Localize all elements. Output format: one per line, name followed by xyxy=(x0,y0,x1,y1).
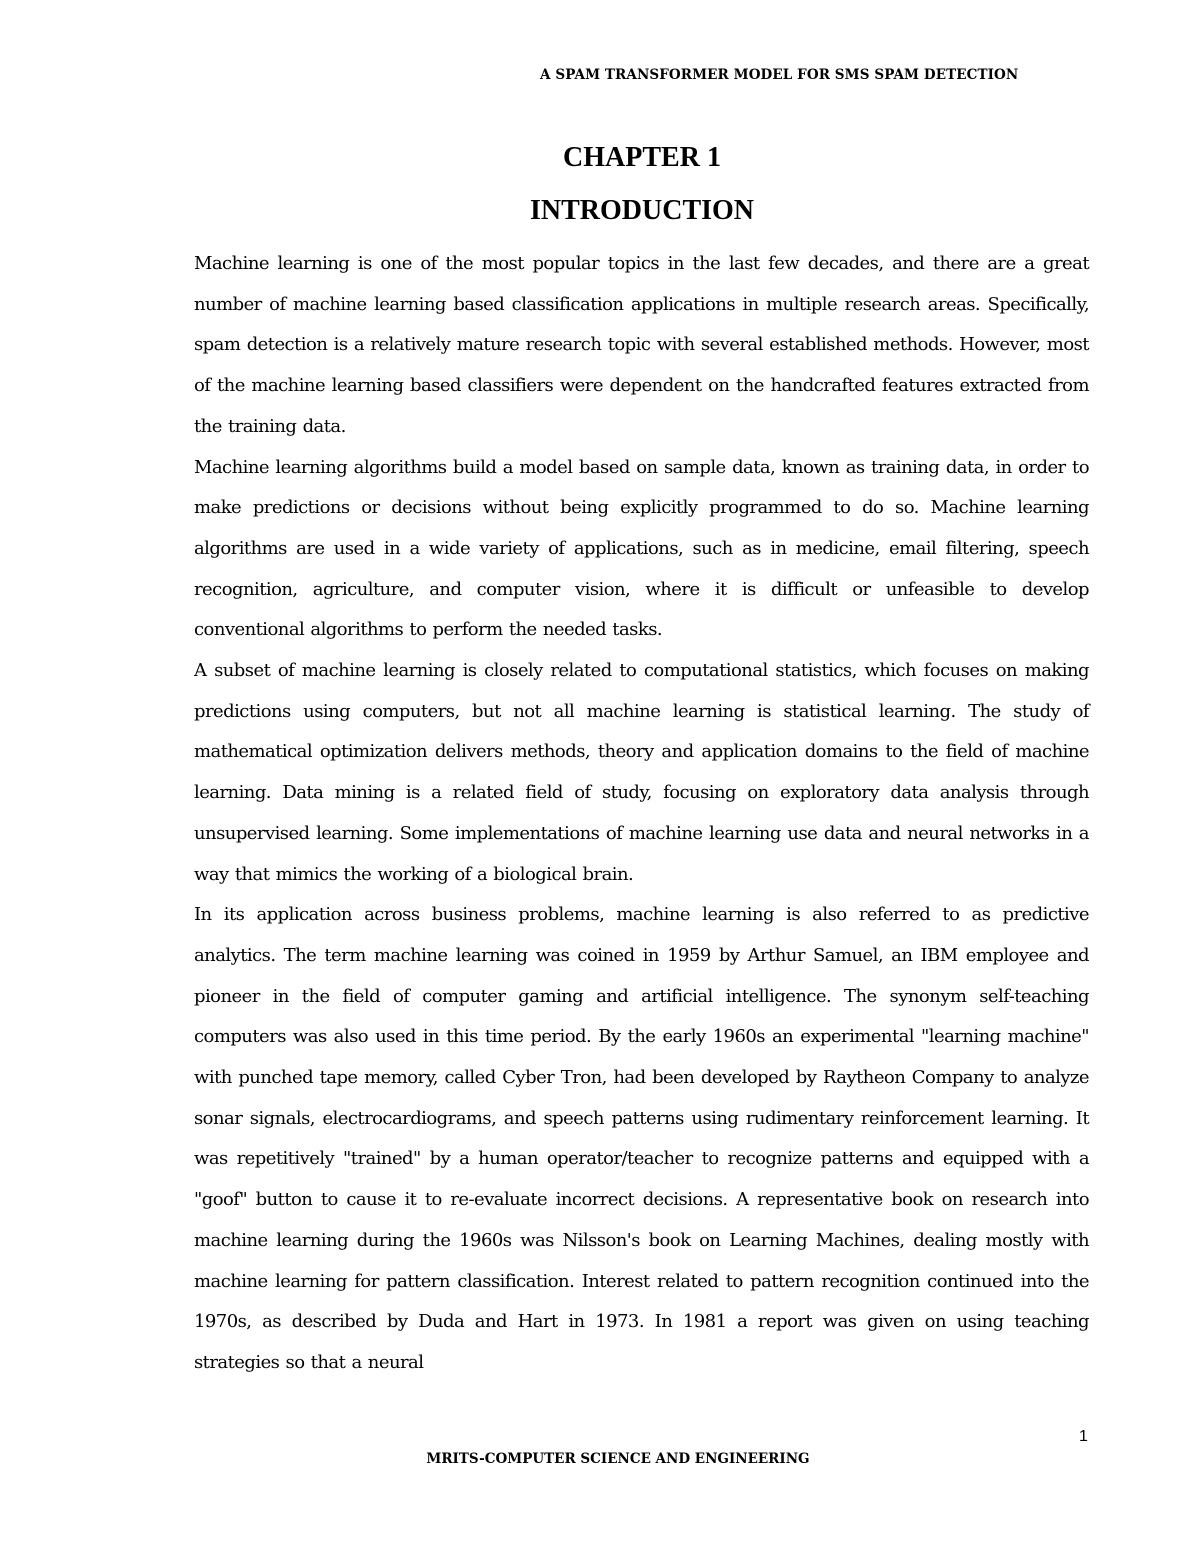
paragraph: In its application across business problems, machine learning is also referred to as predictive analytics. The term machine learning was coined in 1959 by Arthur Samuel, an IBM employee and pioneer in the field of computer gaming and artificial intelligence. The synonym self-teaching computers was also used in this time period. By the early 1960s an experimental "learning machine" with punched tape memory, called Cyber Tron, had been developed by Raytheon Company to analyze sonar signals, electrocardiograms, and speech patterns using rudimentary reinforcement learning. It was repetitively "trained" by a human operator/teacher to recognize patterns and equipped with a "goof" button to cause it to re-evaluate incorrect decisions. A representative book on research into machine learning during the 1960s was Nilsson's book on Learning Machines, dealing mostly with machine learning for pattern classification. Interest related to pattern recognition continued into the 1970s, as described by Duda and Hart in 1973. In 1981 a report was given on using teaching strategies so that a neural xyxy=(194,904,1089,1373)
chapter-number: CHAPTER 1 xyxy=(563,142,721,173)
running-header: A SPAM TRANSFORMER MODEL FOR SMS SPAM DETECTION xyxy=(540,67,1019,83)
paragraph: Machine learning algorithms build a model based on sample data, known as training data, in order to make predictions or decisions without being explicitly programmed to do so. Machine learning algorithms are used in a wide variety of applications, such as in medicine, email filtering, speech recognition, agriculture, and computer vision, where it is difficult or unfeasible to develop conventional algorithms to perform the needed tasks. xyxy=(194,456,1089,641)
body-text xyxy=(194,244,1089,1384)
running-footer: MRITS-COMPUTER SCIENCE AND ENGINEERING xyxy=(426,1451,810,1467)
paragraph: A subset of machine learning is closely related to computational statistics, which focuses on making predictions using computers, but not all machine learning is statistical learning. The study of mathematical optimization delivers methods, theory and application domains to the field of machine learning. Data mining is a related field of study, focusing on exploratory data analysis through unsupervised learning. Some implementations of machine learning use data and neural networks in a way that mimics the working of a biological brain. xyxy=(194,660,1089,885)
paragraph: Machine learning is one of the most popular topics in the last few decades, and there are a great number of machine learning based classification applications in multiple research areas. Specifically, spam detection is a relatively mature research topic with several established methods. However, most of the machine learning based classifiers were dependent on the handcrafted features extracted from the training data. xyxy=(194,253,1089,437)
chapter-title: INTRODUCTION xyxy=(529,195,755,226)
page-number: 1 xyxy=(1079,1428,1088,1445)
